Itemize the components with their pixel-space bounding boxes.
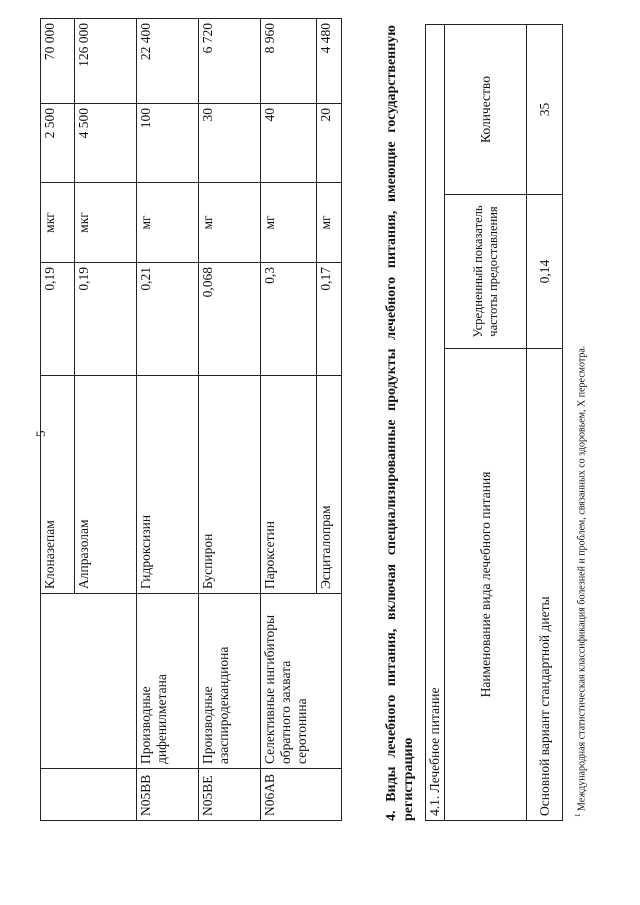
freq-cell: 0,14 <box>527 195 563 349</box>
dose-cell: 0,21 <box>137 263 199 376</box>
unit-cell: мг <box>317 183 342 263</box>
header-qty-cell: Количество <box>445 24 527 194</box>
days-cell: 40 <box>261 104 317 183</box>
atc-code-cell <box>41 769 137 821</box>
days-cell: 30 <box>199 104 261 183</box>
subheading-cell: 4.1. Лечебное питание <box>426 24 445 820</box>
drug-name-cell: Алпразолам <box>75 376 137 594</box>
diet-name-cell: Основной вариант стандартной диеты <box>527 349 563 821</box>
atc-code-cell: N05BE <box>199 769 261 821</box>
atc-code-cell: N06AB <box>261 769 342 821</box>
drug-name-cell: Буспирон <box>199 376 261 594</box>
group-cell: Селективные ингибиторы обратного захвата серотонина <box>261 594 342 769</box>
dose-cell: 0,068 <box>199 263 261 376</box>
group-cell: Производные азаспиродекандиона <box>199 594 261 769</box>
days-cell: 100 <box>137 104 199 183</box>
table-row <box>137 19 199 821</box>
footnote-text: Международная статистическая классификация болезней и проблем, связанных со здоровьем, X пересмотра. <box>576 345 588 811</box>
dose-cell: 0,19 <box>41 263 75 376</box>
days-cell: 20 <box>317 104 342 183</box>
total-cell: 6 720 <box>199 19 261 104</box>
total-cell: 70 000 <box>41 19 75 104</box>
table-row <box>199 19 261 821</box>
section-heading: 4. Виды лечебного питания, включая специализированные продукты лечебного питания, имеющие государственную регистрацию <box>384 25 416 821</box>
atc-code-cell: N05BB <box>137 769 199 821</box>
drug-name-cell: Клоназепам <box>41 376 75 594</box>
drug-name-cell: Пароксетин <box>261 376 317 594</box>
unit-cell: мг <box>199 183 261 263</box>
table-row <box>261 19 317 821</box>
dose-cell: 0,17 <box>317 263 342 376</box>
table-row <box>527 24 563 820</box>
total-cell: 126 000 <box>75 19 137 104</box>
header-freq-cell: Усредненный показатель частоты предоставления <box>445 195 527 349</box>
footnote-mark: 1 <box>574 813 582 817</box>
unit-cell: мкг <box>75 183 137 263</box>
total-cell: 4 480 <box>317 19 342 104</box>
days-cell: 4 500 <box>75 104 137 183</box>
drug-table <box>40 18 342 821</box>
table-row <box>41 19 75 821</box>
qty-cell: 35 <box>527 24 563 194</box>
dose-cell: 0,3 <box>261 263 317 376</box>
group-cell: Производные дифенилметана <box>137 594 199 769</box>
header-name-cell: Наименование вида лечебного питания <box>445 349 527 821</box>
drug-name-cell: Эсциталопрам <box>317 376 342 594</box>
total-cell: 8 960 <box>261 19 317 104</box>
unit-cell: мг <box>261 183 317 263</box>
drug-name-cell: Гидроксизин <box>137 376 199 594</box>
table-row <box>445 24 527 820</box>
nutrition-table <box>425 24 563 821</box>
table-row <box>426 24 445 820</box>
total-cell: 22 400 <box>137 19 199 104</box>
page-number: 5 <box>33 430 48 437</box>
days-cell: 2 500 <box>41 104 75 183</box>
group-cell <box>41 594 137 769</box>
dose-cell: 0,19 <box>75 263 137 376</box>
unit-cell: мг <box>137 183 199 263</box>
footnote <box>574 346 587 817</box>
unit-cell: мкг <box>41 183 75 263</box>
